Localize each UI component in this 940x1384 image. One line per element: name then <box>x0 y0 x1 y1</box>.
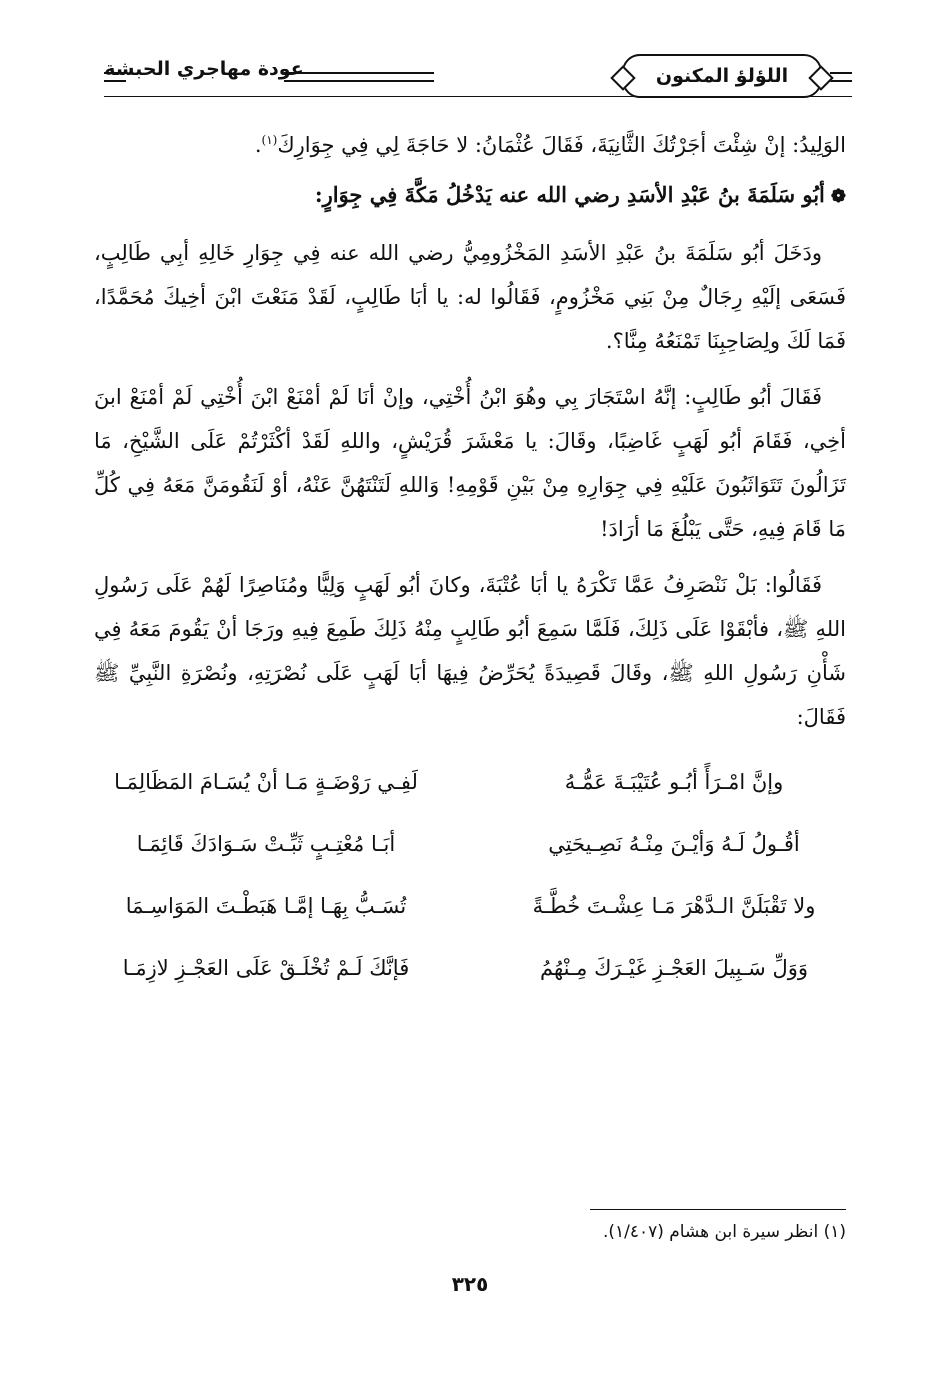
verse-first-half: ولا تَقْبَلَنَّ الـدَّهْرَ مَـا عِشْـتَ خُطَّـةً <box>532 894 816 918</box>
poem-verse <box>94 813 846 875</box>
page-number: ٣٢٥ <box>451 1272 489 1296</box>
verse-first-half: أقُـولُ لَـهُ وَأيْـنَ مِنْـهُ نَصِـيحَتِي <box>548 832 800 856</box>
section-title: عودة مهاجري الحبشة <box>104 58 304 80</box>
footnote: (١) انظر سيرة ابن هشام (١/٤٠٧). <box>602 1222 846 1242</box>
flower-ornament-icon: ❁ <box>830 186 846 207</box>
main-text <box>94 118 846 999</box>
poem-verse <box>94 751 846 813</box>
section-heading-text: أبُو سَلَمَةَ بنُ عَبْدِ الأسَدِ رضي الله عنه يَدْخُلُ مَكَّةَ فِي جِوَارٍ: <box>314 182 825 207</box>
running-header <box>104 52 852 98</box>
book-title: اللؤلؤ المكنون <box>655 65 789 87</box>
verse-first-half: وإنَّ امْـرَأً أبُـو عُتَيْبَـةَ عَمُّـهُ <box>564 770 784 794</box>
continuation-paragraph: الوَلِيدُ: إنْ شِئْتَ أجَرْتُكَ الثَّانِيَةَ، فَقَالَ عُثْمَانُ: لا حَاجَةَ لِي فِي جِوَارِكَ$^{(١)}$. <box>254 133 846 157</box>
verse-first-half: وَوَلِّ سَـبِيلَ العَجْـزِ غَيْـرَكَ مِـنْهُمُ <box>540 956 808 980</box>
footnote-separator <box>590 1209 846 1210</box>
verse-second-half: تُسَـبُّ بِهَـا إمَّـا هَبَطْـتَ المَوَاسِـمَا <box>125 894 407 918</box>
continuation-text: الوَلِيدُ: إنْ شِئْتَ أجَرْتُكَ الثَّانِيَةَ، فَقَالَ عُثْمَانُ: لا حَاجَةَ لِي فِي جِوَارِكَ <box>277 133 846 157</box>
header-divider <box>104 96 852 97</box>
verse-second-half: لَفِـي رَوْضَـةٍ مَـا أنْ يُسَـامَ المَظَالِمَـا <box>114 770 418 794</box>
header-rule-left <box>104 72 126 82</box>
poem-verse <box>94 937 846 999</box>
header-rule-middle <box>284 72 434 82</box>
paragraph: ودَخَلَ أبُو سَلَمَةَ بنُ عَبْدِ الأسَدِ المَخْزُومِيُّ رضي الله عنه فِي جِوَارِ خَالِهِ أبِي طَالِبٍ، فَسَعَى إلَيْهِ رِجَالٌ مِنْ بَنِي مَخْزُومٍ، فَقَالُوا له: يا أبَا طَالِبٍ، لَقَدْ مَنَعْتَ ابْنَ أخِيكَ مُحَمَّدًا، فَمَا لَكَ ولِصَاحِبِنَا تَمْنَعُهُ مِنَّا؟. <box>94 241 846 353</box>
paragraph: فَقَالُوا: بَلْ نَنْصَرِفُ عَمَّا تَكْرَهُ يا أبَا عُتْبَةَ، وكانَ أبُو لَهَبٍ وَلِيًّا ومُنَاصِرًا لَهُمْ عَلَى رَسُولِ اللهِ ﷺ، فأبْقَوْا عَلَى ذَلِكَ، فَلَمَّا سَمِعَ أبُو طَالِبٍ مِنْهُ ذَلِكَ طَمِعَ فِيهِ ورَجَا أنْ يَقُومَ مَعَهُ فِي شَأْنِ رَسُولِ اللهِ ﷺ، وقَالَ قَصِيدَةً يُحَرِّضُ فِيهَا أبَا لَهَبٍ عَلَى نُصْرَتِهِ، ونُصْرَةِ النَّبِيِّ ﷺ فَقَالَ: <box>94 573 846 729</box>
paragraph: فَقَالَ أبُو طَالِبٍ: إنَّهُ اسْتَجَارَ بِي وهُوَ ابْنُ أُخْتِي، وإنْ أنَا لَمْ أمْنَعْ ابْنَ أُخْتِي لَمْ أمْنَعْ ابنَ أخِي، فَقَامَ أبُو لَهَبٍ غَاضِبًا، وقَالَ: يا مَعْشَرَ قُرَيْشٍ، واللهِ لَقَدْ أكْثَرْتُمْ عَلَى الشَّيْخِ، مَا تَزَالُونَ تَتَوَاثَبُونَ عَلَيْهِ فِي جِوَارِهِ مِنْ بَيْنِ قَوْمِهِ! وَاللهِ لَتَنْتَهُنَّ عَنْهُ، أوْ لَنَقُومَنَّ مَعَهُ فِي كُلِّ مَا قَامَ فِيهِ، حَتَّى يَبْلُغَ مَا أرَادَ! <box>94 385 846 541</box>
poem-verse <box>94 875 846 937</box>
verse-second-half: أبَـا مُعْتِـبٍ ثَبِّـتْ سَـوَادَكَ قَائِمَـا <box>136 832 396 856</box>
footnote-ref: (١) <box>261 133 278 147</box>
section-heading <box>94 173 846 219</box>
poem <box>94 751 846 999</box>
book-title-ornament <box>622 54 822 98</box>
verse-second-half: فَإنَّكَ لَـمْ تُخْلَـقْ عَلَى العَجْـزِ لازِمَـا <box>122 956 410 980</box>
